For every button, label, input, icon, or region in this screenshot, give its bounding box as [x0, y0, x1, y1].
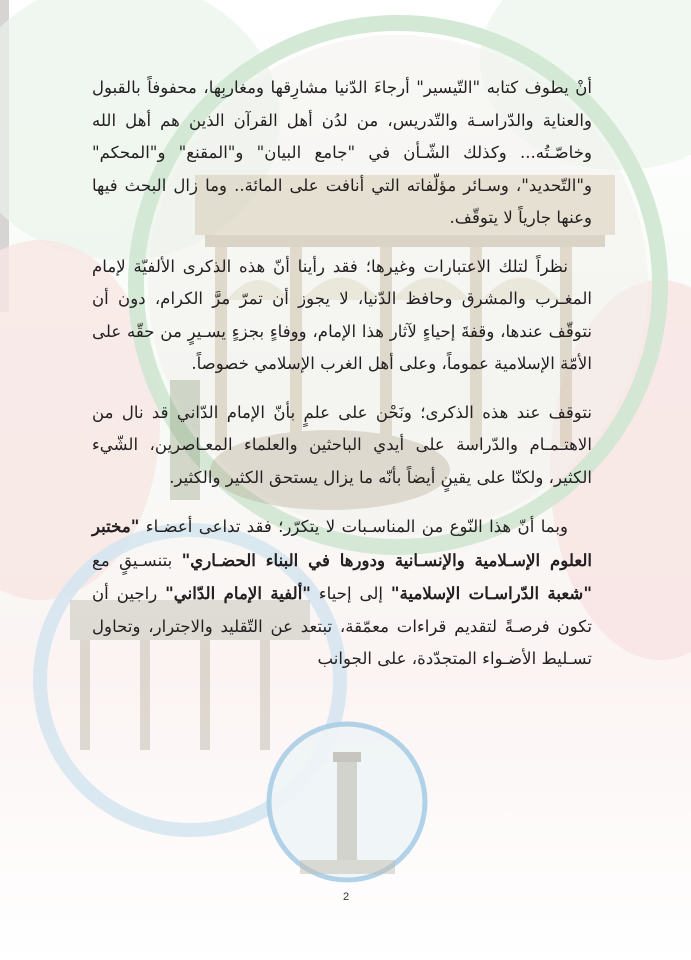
coordination-text: بتنسـيقٍ مع: [92, 550, 182, 570]
revive-text: إلى إحياء: [310, 584, 391, 603]
paragraph-1: أنْ يطوف كتابه "التّيسير" أرجاءَ الدّنيا مشارِقها ومغاربِها، محفوفاً بالقبول والعناية والدّراسـة والتّدريس، من لدُن أهل القرآن الذين هم أهل الله وخاصّـتُه... وكذلك الشّـأن في "جامع البيان" و"المقنع" و"المحكم" و"التّحديد"، وسـائر مؤلّفاته التي أنافت على المائة.. وما زال البحث فيها وعنها جارياً لا يتوقّف.: [92, 78, 592, 227]
paragraph-2: نظراً لتلك الاعتبارات وغيرها؛ فقد رأينا أنّ هذه الذكرى الألفيّة لإمام المغـرب والمشرق وحافظ الدّنيا، لا يجوز أن تمرّ مرَّ الكرام، دون أن نتوقّف عندها، وقفةَ إحياءٍ لآثار هذا الإمام، ووفاءٍ بجزءٍ يسـيرٍ من حقّه على الأمّة الإسلامية عموماً، وعلى أهل الغرب الإسلامي خصوصاً.: [92, 256, 592, 373]
paragraph-4-intro: وبما أنّ هذا النّوع من المناسـبات لا يتكرّر؛ فقد تداعى أعضـاء: [145, 517, 568, 536]
lab-name: "مختبر العلوم الإسـلامية والإنسـانية ودورها في البناء الحضـاري": [92, 516, 592, 570]
page-number: 2: [342, 891, 350, 903]
paragraph-4: [92, 510, 592, 676]
paragraph-3: نتوقف عند هذه الذكرى؛ ونَحْن على علمٍ بأنّ الإمام الدّاني قد نال من الاهتـمـام والدّراسة على أيدي الباحثين والعلماء المعـاصرين، الشّيء الكثير، ولكنّا على يقينٍ أيضاً بأنّه ما يزال يستحق الكثير والكثير.: [92, 402, 592, 487]
division-name: "شعبة الدّراسـات الإسلامية": [390, 583, 592, 603]
paragraph-4-rest: راجين أن تكون فرصـةً لتقديم قراءات معمّقة، تبتعد عن التّقليد والاجترار، وتحاول تسـليط الأضـواء المتجدّدة، على الجوانب: [92, 584, 592, 668]
event-name: "ألفية الإمام الدّاني": [165, 583, 311, 603]
body-text: [92, 72, 592, 692]
